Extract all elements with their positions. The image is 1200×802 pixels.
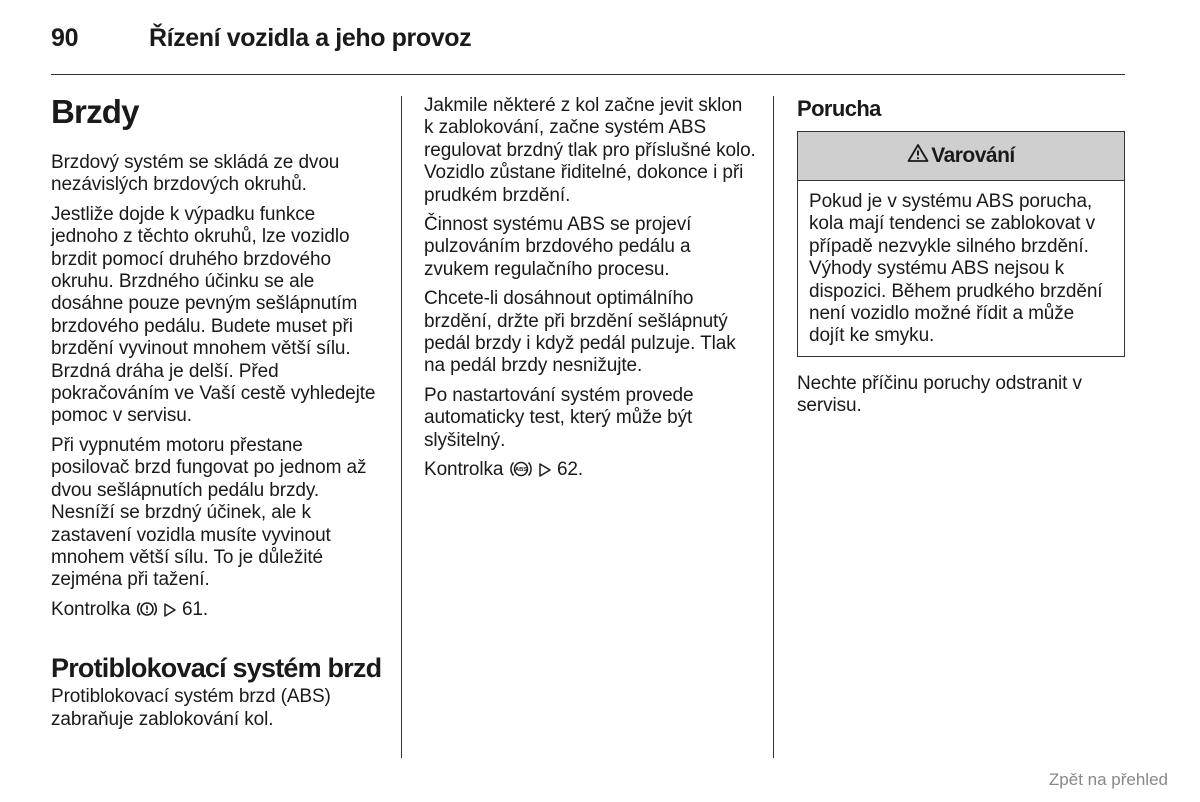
paragraph: Protiblokovací systém brzd (ABS) zabraňuje zablokování kol. [51,686,331,730]
abs-icon-text: ABS [514,467,527,474]
section-heading-porucha: Porucha [797,96,881,121]
section-heading-brzdy: Brzdy [51,93,139,130]
reference-page: 61. [181,598,209,620]
paragraph: Chcete-li dosáhnout optimálního brzdění, držte při brzdění sešlápnutý pedál brzdy i když pedál pulzuje. Tlak na pedál brzdy nesnižujte. [424,288,736,377]
paragraph: Nechte příčinu poruchy odstranit v servisu. [797,372,1082,417]
brake-warning-icon [136,600,158,624]
section-heading-abs: Protiblokovací systém brzd [51,653,382,684]
paragraph: Činnost systému ABS se projeví pulzováním brzdového pedálu a zvukem regulačního procesu. [424,214,692,280]
abs-icon [509,460,533,484]
column-middle [424,95,756,492]
page-reference[interactable] [424,459,756,484]
warning-header [798,132,1124,181]
column-right [797,95,1127,425]
page-reference-arrow-icon [163,602,177,624]
page-number: 90 [51,24,79,52]
warning-triangle-icon [907,143,931,169]
warning-box [797,131,1125,357]
page-reference-arrow-icon [538,462,552,484]
column-divider-2 [773,96,774,758]
back-to-overview-link[interactable]: Zpět na přehled [1048,770,1168,789]
warning-title: Varování [931,144,1015,167]
reference-label: Kontrolka [51,598,131,620]
warning-text: Pokud je v systému ABS porucha, kola mají tendenci se zablokovat v případě nezvykle silného brzdění. Výhody systému ABS nejsou k dispozici. Během prudkého brzdění není vozidlo možné řídit a může dojít ke smyku. [809,191,1103,347]
chapter-title: Řízení vozidla a jeho provoz [149,24,472,52]
warning-body [798,181,1124,356]
paragraph: Při vypnutém motoru přestane posilovač brzd fungovat po jednom až dvou sešlápnutích pedálu brzdy. Nesníží se brzdný účinek, ale k zastavení vozidla musíte vyvinout mnohem větší sílu. To je důležité zejména při tažení. [51,434,367,591]
page-reference[interactable] [51,599,383,624]
column-left [51,90,383,738]
paragraph: Po nastartování systém provede automaticky test, který může být slyšitelný. [424,384,694,451]
reference-label: Kontrolka [424,459,504,481]
page-header [51,24,471,58]
paragraph: Jestliže dojde k výpadku funkce jednoho z těchto okruhů, lze vozidlo brzdit pomocí druhého brzdového okruhu. Brzdného účinku se ale dosáhne pouze pevným sešlápnutím brzdového pedálu. Budete muset při brzdění vyvinout mnohem větší sílu. Brzdná dráha je delší. Před pokračováním ve Vaší cestě vyhledejte pomoc v servisu. [51,203,376,427]
header-divider [51,74,1125,75]
column-divider-1 [401,96,402,758]
paragraph: Brzdový systém se skládá ze dvou nezávislých brzdových okruhů. [51,152,340,196]
reference-page: 62. [556,459,584,481]
paragraph: Jakmile některé z kol začne jevit sklon k zablokování, začne systém ABS regulovat brzdný tlak pro příslušné kolo. Vozidlo zůstane řiditelné, dokonce i při prudkém brzdění. [424,95,756,206]
